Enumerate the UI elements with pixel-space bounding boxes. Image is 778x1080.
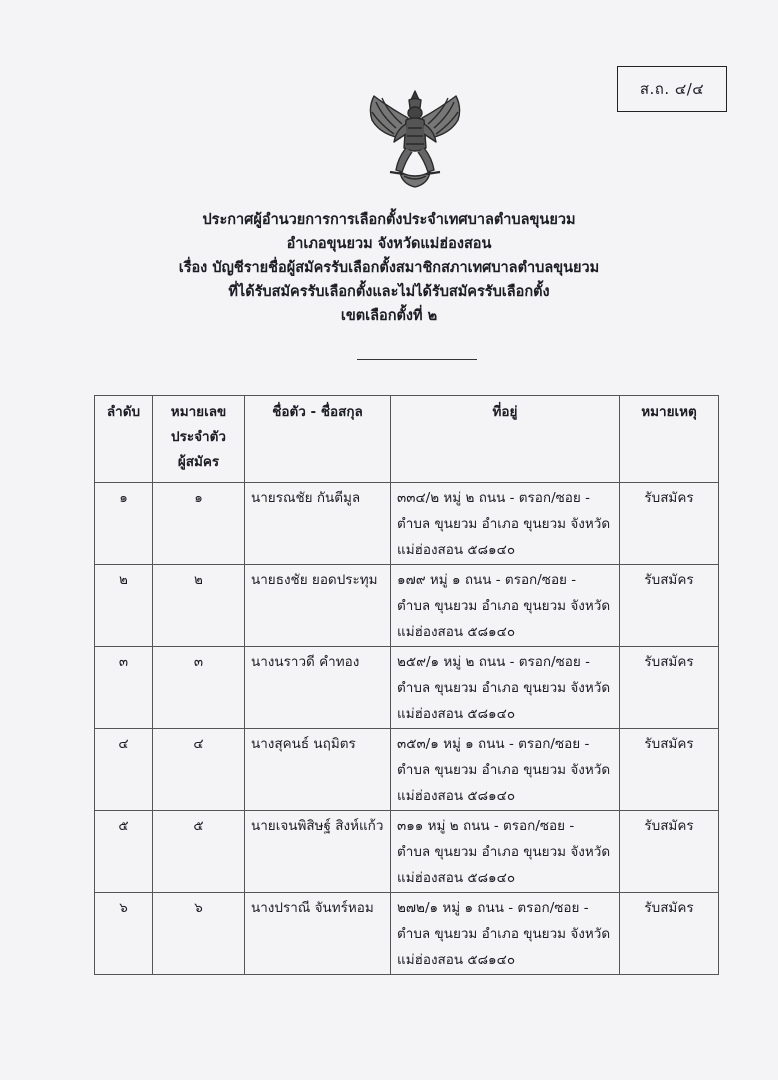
table-header-row — [95, 396, 719, 483]
cell-candidate-id: ๕ — [153, 811, 245, 893]
cell-no: ๕ — [95, 811, 153, 893]
cell-note: รับสมัคร — [620, 565, 719, 647]
heading-line-4: ที่ได้รับสมัครรับเลือกตั้งและไม่ได้รับสมัครรับเลือกตั้ง — [228, 284, 550, 300]
address-line-2: ตำบล ขุนยวม อำเภอ ขุนยวม จังหวัด — [397, 844, 611, 860]
table-row — [95, 565, 719, 647]
cell-name: นางปราณี จันทร์หอม — [245, 893, 391, 975]
cell-name: นายเจนพิสิษฐ์ สิงห์แก้ว — [245, 811, 391, 893]
cell-address — [391, 893, 620, 975]
address-line-3: แม่ฮ่องสอน ๕๘๑๔๐ — [397, 706, 516, 722]
cell-name: นายรณชัย กันตีมูล — [245, 483, 391, 565]
header-id-line-2: ประจำตัว — [171, 429, 226, 445]
cell-candidate-id: ๒ — [153, 565, 245, 647]
cell-no: ๓ — [95, 647, 153, 729]
cell-name: นางสุคนธ์ นฤมิตร — [245, 729, 391, 811]
address-line-3: แม่ฮ่องสอน ๕๘๑๔๐ — [397, 952, 516, 968]
address-line-2: ตำบล ขุนยวม อำเภอ ขุนยวม จังหวัด — [397, 762, 611, 778]
cell-address — [391, 483, 620, 565]
cell-candidate-id: ๑ — [153, 483, 245, 565]
cell-address — [391, 729, 620, 811]
address-line-1: ๓๓๔/๒ หมู่ ๒ ถนน - ตรอก/ซอย - — [397, 490, 590, 506]
form-code: ส.ถ. ๔/๔ — [639, 80, 705, 98]
heading-line-2: อำเภอขุนยวม จังหวัดแม่ฮ่องสอน — [286, 236, 492, 252]
table-row — [95, 893, 719, 975]
table-row — [95, 483, 719, 565]
address-line-2: ตำบล ขุนยวม อำเภอ ขุนยวม จังหวัด — [397, 516, 611, 532]
table-row — [95, 729, 719, 811]
address-line-1: ๒๕๙/๑ หมู่ ๒ ถนน - ตรอก/ซอย - — [397, 654, 590, 670]
cell-name: นายธงชัย ยอดประทุม — [245, 565, 391, 647]
cell-address — [391, 647, 620, 729]
address-line-3: แม่ฮ่องสอน ๕๘๑๔๐ — [397, 624, 516, 640]
cell-note: รับสมัคร — [620, 483, 719, 565]
address-line-1: ๑๗๙ หมู่ ๑ ถนน - ตรอก/ซอย - — [397, 572, 577, 588]
table-row — [95, 647, 719, 729]
table-row — [95, 811, 719, 893]
cell-candidate-id: ๖ — [153, 893, 245, 975]
cell-note: รับสมัคร — [620, 729, 719, 811]
cell-address — [391, 565, 620, 647]
address-line-1: ๓๕๓/๑ หมู่ ๑ ถนน - ตรอก/ซอย - — [397, 736, 590, 752]
heading-line-3: เรื่อง บัญชีรายชื่อผู้สมัครรับเลือกตั้งสมาชิกสภาเทศบาลตำบลขุนยวม — [178, 260, 600, 276]
cell-no: ๖ — [95, 893, 153, 975]
header-id-line-3: ผู้สมัคร — [177, 454, 220, 470]
address-line-3: แม่ฮ่องสอน ๕๘๑๔๐ — [397, 870, 516, 886]
address-line-2: ตำบล ขุนยวม อำเภอ ขุนยวม จังหวัด — [397, 926, 611, 942]
heading-line-1: ประกาศผู้อำนวยการการเลือกตั้งประจำเทศบาลตำบลขุนยวม — [202, 212, 576, 228]
heading-divider — [357, 359, 477, 360]
address-line-3: แม่ฮ่องสอน ๕๘๑๔๐ — [397, 542, 516, 558]
cell-name: นางนราวดี คำทอง — [245, 647, 391, 729]
cell-note: รับสมัคร — [620, 647, 719, 729]
header-address: ที่อยู่ — [391, 396, 620, 483]
header-id-line-1: หมายเลข — [170, 404, 227, 420]
header-no: ลำดับ — [95, 396, 153, 483]
cell-candidate-id: ๔ — [153, 729, 245, 811]
address-line-1: ๓๑๑ หมู่ ๒ ถนน - ตรอก/ซอย - — [397, 818, 575, 834]
header-candidate-id — [153, 396, 245, 483]
cell-note: รับสมัคร — [620, 893, 719, 975]
candidate-table — [94, 395, 719, 975]
cell-address — [391, 811, 620, 893]
cell-no: ๔ — [95, 729, 153, 811]
cell-note: รับสมัคร — [620, 811, 719, 893]
address-line-1: ๒๗๒/๑ หมู่ ๑ ถนน - ตรอก/ซอย - — [397, 900, 589, 916]
announcement-heading — [0, 208, 778, 328]
form-code-box — [617, 66, 727, 112]
address-line-2: ตำบล ขุนยวม อำเภอ ขุนยวม จังหวัด — [397, 680, 611, 696]
header-note: หมายเหตุ — [620, 396, 719, 483]
address-line-3: แม่ฮ่องสอน ๕๘๑๔๐ — [397, 788, 516, 804]
garuda-emblem-icon — [360, 88, 470, 190]
cell-no: ๒ — [95, 565, 153, 647]
header-name: ชื่อตัว - ชื่อสกุล — [245, 396, 391, 483]
cell-no: ๑ — [95, 483, 153, 565]
heading-line-5: เขตเลือกตั้งที่ ๒ — [340, 308, 438, 324]
cell-candidate-id: ๓ — [153, 647, 245, 729]
address-line-2: ตำบล ขุนยวม อำเภอ ขุนยวม จังหวัด — [397, 598, 611, 614]
